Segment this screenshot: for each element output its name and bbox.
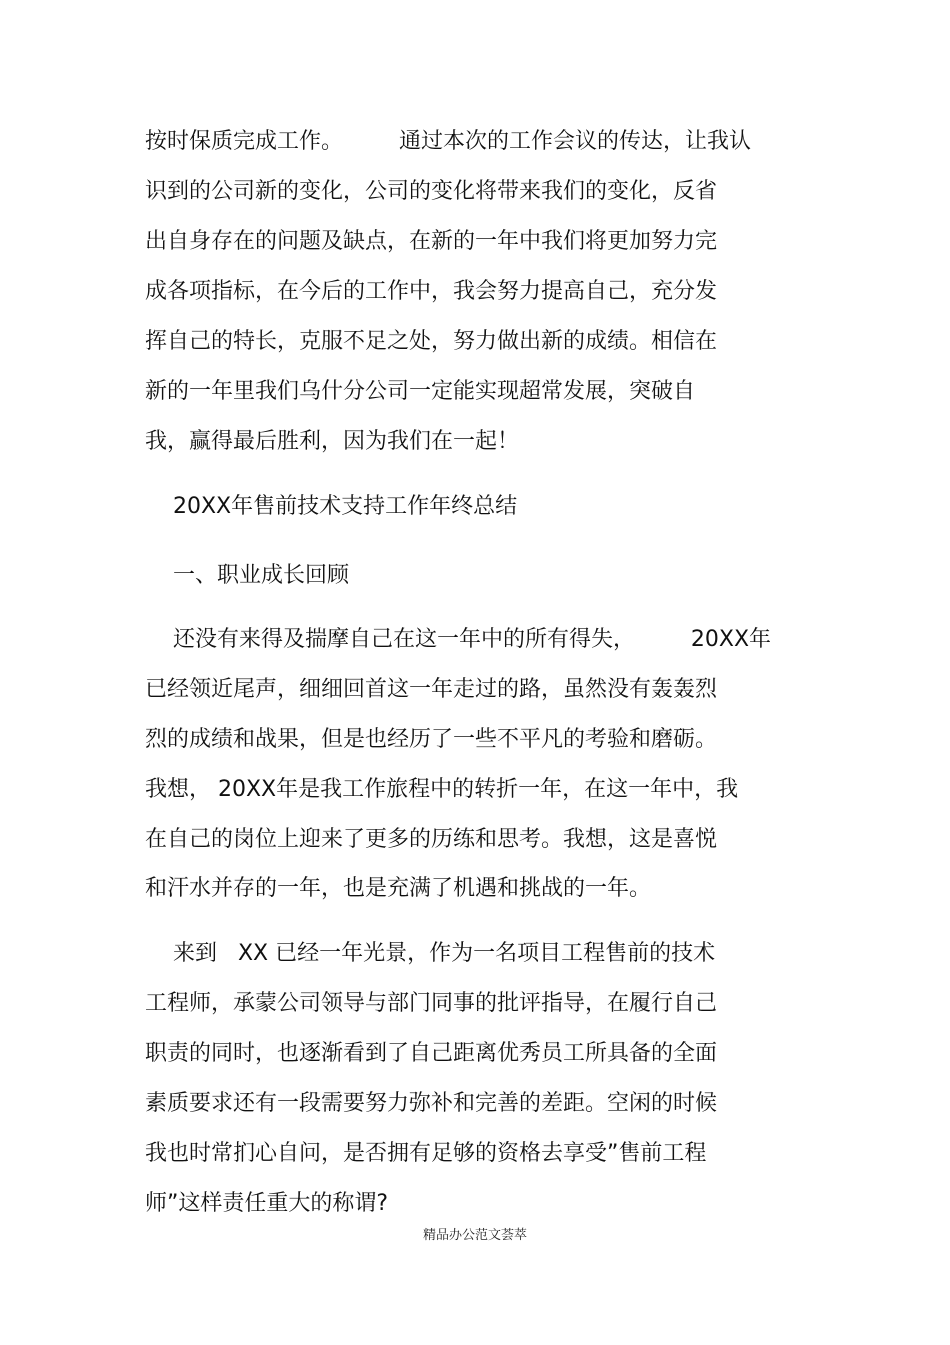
paragraph2-line-6: 和汗水并存的一年，也是充满了机遇和挑战的一年。 xyxy=(145,876,652,901)
section-heading: 一、职业成长回顾 xyxy=(145,563,349,588)
paragraph2-line-1: 还没有来得及揣摩自己在这一年中的所有得失， 20XX年 xyxy=(145,627,772,652)
paragraph1-line-7: 我，赢得最后胜利，因为我们在一起！ xyxy=(145,429,520,454)
paragraph1-line-2: 识到的公司新的变化，公司的变化将带来我们的变化，反省 xyxy=(145,179,718,204)
paragraph3-line-1: 来到 XX 已经一年光景，作为一名项目工程售前的技术 xyxy=(145,941,716,966)
paragraph3-line-3: 职责的同时，也逐渐看到了自己距离优秀员工所具备的全面 xyxy=(145,1041,718,1066)
paragraph2-line-5: 在自己的岗位上迎来了更多的历练和思考。我想，这是喜悦 xyxy=(145,827,718,852)
page-footer: 精品办公范文荟萃 xyxy=(422,1228,527,1243)
paragraph3-line-4: 素质要求还有一段需要努力弥补和完善的差距。空闲的时候 xyxy=(145,1091,718,1116)
paragraph2-line-4: 我想， 20XX年是我工作旅程中的转折一年，在这一年中，我 xyxy=(145,777,739,802)
paragraph1-line-3: 出自身存在的问题及缺点，在新的一年中我们将更加努力完 xyxy=(145,229,718,254)
paragraph1-line-4: 成各项指标，在今后的工作中，我会努力提高自己，充分发 xyxy=(145,279,718,304)
document-title: 20XX年售前技术支持工作年终总结 xyxy=(145,494,518,519)
paragraph3-line-2: 工程师，承蒙公司领导与部门同事的批评指导，在履行自己 xyxy=(145,991,718,1016)
paragraph2-line-3: 烈的成绩和战果，但是也经历了一些不平凡的考验和磨砺。 xyxy=(145,727,718,752)
paragraph1-line-1: 按时保质完成工作。 通过本次的工作会议的传达，让我认 xyxy=(145,129,751,154)
paragraph3-line-5: 我也时常扪心自问，是否拥有足够的资格去享受”售前工程 xyxy=(145,1141,707,1166)
paragraph3-line-6: 师”这样责任重大的称谓? xyxy=(145,1191,389,1216)
paragraph1-line-6: 新的一年里我们乌什分公司一定能实现超常发展，突破自 xyxy=(145,379,696,404)
paragraph1-line-5: 挥自己的特长，克服不足之处，努力做出新的成绩。相信在 xyxy=(145,329,718,354)
paragraph2-line-2: 已经领近尾声，细细回首这一年走过的路，虽然没有轰轰烈 xyxy=(145,677,718,702)
